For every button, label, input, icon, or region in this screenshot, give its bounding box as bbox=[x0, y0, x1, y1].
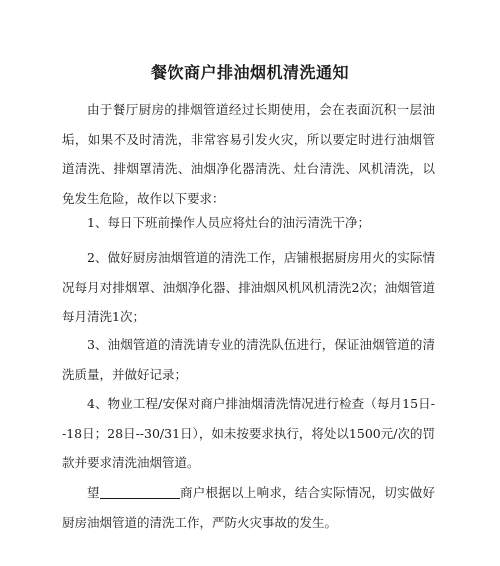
closing-paragraph bbox=[62, 478, 435, 537]
merchant-name-blank bbox=[100, 484, 180, 499]
requirement-item-3: 3、油烟管道的清洗请专业的清洗队伍进行，保证油烟管道的清洗质量，并做好记录； bbox=[62, 337, 435, 382]
requirement-item-1: 1、每日下班前操作人员应将灶台的油污清洗干净； bbox=[87, 215, 370, 230]
intro-paragraph: 由于餐厅厨房的排烟管道经过长期使用，会在表面沉积一层油垢，如果不及时清洗，非常容易引发火灾，所以要定时进行油烟管道清洗、排烟罩清洗、油烟净化器清洗、灶台清洗、风机清洗，以免发生危险，故作以下要求： bbox=[62, 102, 435, 206]
requirement-item-4: 4、物业工程/安保对商户排油烟清洗情况进行检查（每月15日--18日；28日--30/31日），如未按要求执行，将处以1500元/次的罚款并要求清洗油烟管道。 bbox=[62, 396, 435, 470]
closing-suffix: 商户根据以上响求，结合实际情况，切实做好厨房油烟管道的清洗工作，严防火灾事故的发生。 bbox=[62, 485, 435, 530]
document-title: 餐饮商户排油烟机清洗通知 bbox=[150, 63, 349, 82]
requirement-item-2: 2、做好厨房油烟管道的清洗工作，店铺根据厨房用火的实际情况每月对排烟罩、油烟净化器、排油烟风机风机清洗2次；油烟管道每月清洗1次； bbox=[62, 250, 435, 324]
closing-prefix: 望 bbox=[87, 485, 100, 500]
